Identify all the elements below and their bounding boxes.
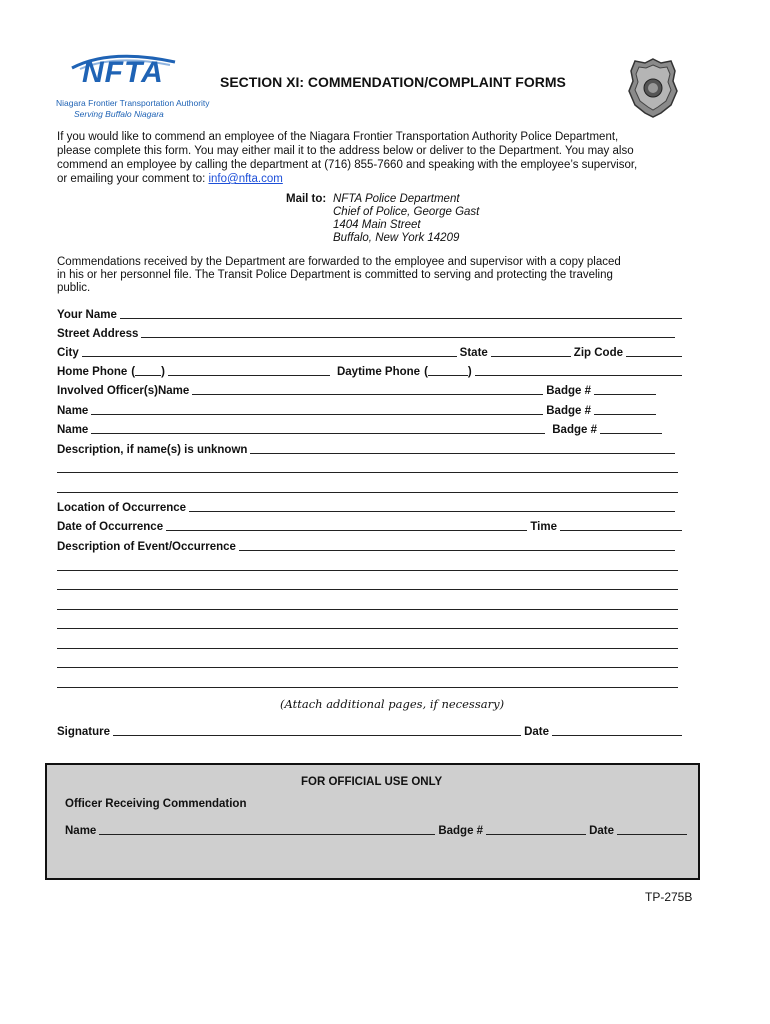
- official-date-field[interactable]: [617, 833, 687, 835]
- description-unknown-row: [57, 442, 678, 456]
- date-occurrence-label: Date of Occurrence: [57, 521, 164, 533]
- home-area-code-field[interactable]: [135, 374, 161, 376]
- description-event-line[interactable]: [57, 628, 678, 629]
- badge-field[interactable]: [594, 393, 656, 395]
- city-field[interactable]: [82, 355, 457, 357]
- description-event-line[interactable]: [57, 648, 678, 649]
- description-event-line[interactable]: [57, 609, 678, 610]
- your-name-label: Your Name: [57, 309, 117, 321]
- date-field[interactable]: [552, 734, 682, 736]
- official-name-label: Name: [65, 825, 97, 837]
- your-name-field[interactable]: [120, 317, 682, 319]
- description-event-field[interactable]: [239, 549, 675, 551]
- name-label: Name: [57, 405, 89, 417]
- description-unknown-label: Description, if name(s) is unknown: [57, 444, 248, 456]
- phone-row: Home Phone ( ) Daytime Phone ( ): [57, 364, 685, 378]
- date-label: Date: [524, 726, 549, 738]
- city-label: City: [57, 347, 79, 359]
- description-unknown-field[interactable]: [250, 452, 675, 454]
- attach-note: (Attach additional pages, if necessary): [280, 697, 505, 711]
- involved-officer-field[interactable]: [192, 393, 543, 395]
- description-event-line[interactable]: [57, 687, 678, 688]
- involved-officer-label: Involved Officer(s)Name: [57, 385, 190, 397]
- logo-subtitle: Niagara Frontier Transportation Authority: [56, 98, 210, 108]
- police-badge-icon: [627, 57, 679, 124]
- official-badge-label: Badge #: [438, 825, 484, 837]
- zip-field[interactable]: [626, 355, 682, 357]
- official-date-label: Date: [589, 825, 614, 837]
- nfta-logo: NFTA: [82, 56, 164, 89]
- description-unknown-line[interactable]: [57, 472, 678, 473]
- mail-to-label: Mail to:: [286, 193, 327, 205]
- badge-label: Badge #: [552, 424, 597, 436]
- daytime-phone-field[interactable]: [475, 374, 682, 376]
- location-row: [57, 500, 678, 514]
- description-event-line[interactable]: [57, 667, 678, 668]
- involved-officer-row: [57, 383, 659, 397]
- state-label: State: [459, 347, 488, 359]
- description-unknown-line[interactable]: [57, 492, 678, 493]
- name-label: Name: [57, 424, 89, 436]
- commendations-paragraph: Commendations received by the Department are forwarded to the employee and supervisor with a copy placed in his or her personnel file. The Transit Police Department is committed to serving and protecting the traveling public.: [57, 256, 621, 294]
- zip-label: Zip Code: [573, 347, 623, 359]
- daytime-phone-label: Daytime Phone: [336, 366, 421, 378]
- email-link[interactable]: info@nfta.com: [208, 173, 283, 185]
- home-phone-label: Home Phone: [57, 366, 128, 378]
- badge-field[interactable]: [600, 432, 662, 434]
- officer-name-field[interactable]: [91, 413, 543, 415]
- signature-row: [57, 724, 685, 738]
- description-event-label: Description of Event/Occurrence: [57, 541, 236, 553]
- date-occurrence-row: [57, 519, 685, 533]
- city-row: [57, 345, 685, 359]
- street-address-row: [57, 326, 678, 340]
- officer-name-field[interactable]: [91, 432, 545, 434]
- daytime-area-code-field[interactable]: [428, 374, 468, 376]
- description-event-row: [57, 539, 678, 553]
- location-field[interactable]: [189, 510, 675, 512]
- street-address-field[interactable]: [141, 336, 675, 338]
- time-field[interactable]: [560, 529, 682, 531]
- location-label: Location of Occurrence: [57, 502, 187, 514]
- form-code: TP-275B: [645, 890, 693, 904]
- state-field[interactable]: [491, 355, 571, 357]
- official-use-title: FOR OFFICIAL USE ONLY: [301, 776, 443, 788]
- street-address-label: Street Address: [57, 328, 139, 340]
- page-title: SECTION XI: COMMENDATION/COMPLAINT FORMS: [220, 74, 566, 90]
- home-phone-field[interactable]: [168, 374, 330, 376]
- officer-name-row-3: [57, 422, 665, 436]
- logo-tagline: Serving Buffalo Niagara: [74, 109, 164, 119]
- signature-label: Signature: [57, 726, 111, 738]
- official-name-field[interactable]: [99, 833, 435, 835]
- mail-address: NFTA Police Department Chief of Police, George Gast 1404 Main Street Buffalo, New York 14209: [333, 193, 480, 244]
- official-name-row: [65, 823, 690, 837]
- time-label: Time: [530, 521, 557, 533]
- officer-receiving-label: Officer Receiving Commendation: [65, 798, 247, 810]
- date-occurrence-field[interactable]: [166, 529, 527, 531]
- description-event-line[interactable]: [57, 589, 678, 590]
- officer-name-row-2: [57, 403, 659, 417]
- description-event-line[interactable]: [57, 570, 678, 571]
- badge-field[interactable]: [594, 413, 656, 415]
- signature-field[interactable]: [113, 734, 521, 736]
- badge-label: Badge #: [546, 385, 591, 397]
- your-name-row: [57, 307, 685, 321]
- official-badge-field[interactable]: [486, 833, 586, 835]
- intro-paragraph: If you would like to commend an employee of the Niagara Frontier Transportation Authority Police Department, please complete this form. You may either mail it to the address below or deliver to the Department. You may also commend an employee by calling the department at (716) 855-7660 and speaking with the employee’s supervisor, or emailing your comment to: info@nfta.com: [57, 131, 638, 185]
- badge-label: Badge #: [546, 405, 591, 417]
